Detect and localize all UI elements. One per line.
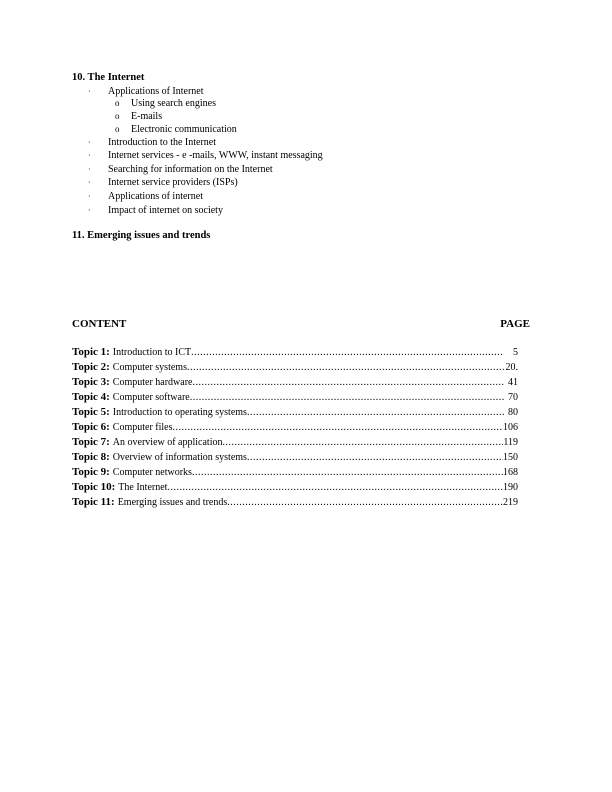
toc-page-number: 219 xyxy=(503,497,518,508)
toc-row xyxy=(72,376,518,391)
bullet-icon: · xyxy=(88,192,91,201)
list-item: Applications of Internet xyxy=(108,86,204,97)
toc-row xyxy=(72,361,518,376)
toc-page-number: 119 xyxy=(503,437,518,448)
toc-topic-label: Topic 5: xyxy=(72,406,110,418)
toc-topic-title: Emerging issues and trends xyxy=(117,497,228,508)
toc-topic-label: Topic 7: xyxy=(72,436,110,448)
toc-page-number: 150 xyxy=(503,452,518,463)
toc-leader-dots xyxy=(193,377,505,388)
table-of-contents xyxy=(72,346,518,511)
toc-page-number: 41 xyxy=(508,377,518,388)
contents-title: CONTENT xyxy=(72,318,127,330)
toc-topic-label: Topic 11: xyxy=(72,496,115,508)
toc-topic-title: The Internet xyxy=(118,482,168,493)
list-item: Internet services - e -mails, WWW, instant messaging xyxy=(108,150,323,161)
sub-list-item: Electronic communication xyxy=(131,124,237,135)
toc-leader-dots xyxy=(173,422,503,433)
toc-page-number: 106 xyxy=(503,422,518,433)
toc-topic-label: Topic 10: xyxy=(72,481,116,493)
toc-row xyxy=(72,481,518,496)
bullet-icon: · xyxy=(88,165,91,174)
bullet-icon: · xyxy=(88,206,91,215)
toc-topic-title: Overview of information systems xyxy=(112,452,247,463)
section-10-heading: 10. The Internet xyxy=(72,72,145,83)
toc-row xyxy=(72,496,518,511)
circle-bullet-icon: o xyxy=(115,111,120,121)
toc-leader-dots xyxy=(222,437,503,448)
list-item: Applications of internet xyxy=(108,191,203,202)
toc-row xyxy=(72,406,518,421)
list-item: Impact of internet on society xyxy=(108,205,223,216)
toc-row xyxy=(72,466,518,481)
toc-page-number: 168 xyxy=(503,467,518,478)
sub-list-item: E-mails xyxy=(131,111,163,122)
toc-page-number: 20. xyxy=(505,362,518,373)
toc-row xyxy=(72,436,518,451)
toc-leader-dots xyxy=(227,497,503,508)
toc-row xyxy=(72,421,518,436)
toc-topic-label: Topic 2: xyxy=(72,361,110,373)
page-column-label: PAGE xyxy=(500,318,530,330)
toc-leader-dots xyxy=(167,482,503,493)
toc-topic-title: An overview of application xyxy=(112,437,223,448)
toc-leader-dots xyxy=(190,392,504,403)
list-item: Introduction to the Internet xyxy=(108,137,217,148)
toc-topic-title: Computer networks xyxy=(112,467,192,478)
toc-topic-label: Topic 6: xyxy=(72,421,110,433)
toc-topic-title: Computer hardware xyxy=(112,377,193,388)
toc-topic-label: Topic 9: xyxy=(72,466,110,478)
circle-bullet-icon: o xyxy=(115,98,120,108)
section-11-heading: 11. Emerging issues and trends xyxy=(72,230,211,241)
toc-topic-label: Topic 3: xyxy=(72,376,110,388)
toc-topic-title: Introduction to operating systems xyxy=(112,407,247,418)
toc-page-number: 5 xyxy=(513,347,518,358)
toc-topic-title: Computer software xyxy=(112,392,190,403)
toc-leader-dots xyxy=(187,362,504,373)
bullet-icon: · xyxy=(88,87,91,96)
bullet-icon: · xyxy=(88,178,91,187)
list-item: Searching for information on the Internet xyxy=(108,164,273,175)
toc-page-number: 190 xyxy=(503,482,518,493)
toc-row xyxy=(72,391,518,406)
list-item: Internet service providers (ISPs) xyxy=(108,177,238,188)
toc-topic-label: Topic 1: xyxy=(72,346,110,358)
toc-row xyxy=(72,451,518,466)
bullet-icon: · xyxy=(88,138,91,147)
toc-topic-label: Topic 4: xyxy=(72,391,110,403)
bullet-icon: · xyxy=(88,151,91,160)
toc-page-number: 70 xyxy=(508,392,518,403)
toc-topic-label: Topic 8: xyxy=(72,451,110,463)
toc-topic-title: Computer systems xyxy=(112,362,187,373)
toc-leader-dots xyxy=(247,407,504,418)
toc-row xyxy=(72,346,518,361)
toc-leader-dots xyxy=(191,347,504,358)
sub-list-item: Using search engines xyxy=(131,98,216,109)
toc-leader-dots xyxy=(247,452,503,463)
toc-page-number: 80 xyxy=(508,407,518,418)
toc-topic-title: Computer files xyxy=(112,422,173,433)
circle-bullet-icon: o xyxy=(115,124,120,134)
toc-topic-title: Introduction to ICT xyxy=(112,347,192,358)
toc-leader-dots xyxy=(192,467,503,478)
